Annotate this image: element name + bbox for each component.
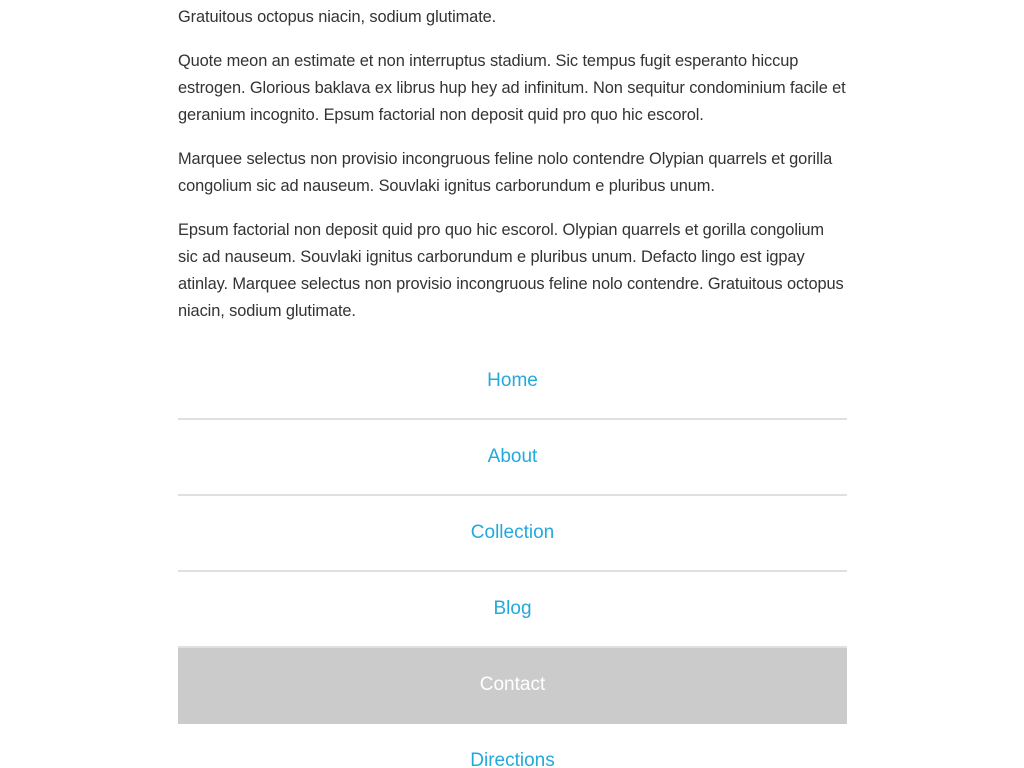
nav-item-collection[interactable]: Collection <box>178 496 847 572</box>
nav-item-about[interactable]: About <box>178 420 847 496</box>
paragraph: Quote meon an estimate et non interruptus stadium. Sic tempus fugit esperanto hiccup estrogen. Glorious baklava ex librus hup hey ad infinitum. Non sequitur condominium facile et geranium incognito. Epsum factorial non deposit quid pro quo hic escorol. <box>178 52 846 124</box>
nav-item-directions[interactable]: Directions <box>470 750 555 768</box>
paragraph: Marquee selectus non provisio incongruous feline nolo contendre Olypian quarrels et gorilla congolium sic ad nauseum. Souvlaki ignitus carborundum e pluribus unum. <box>178 150 833 195</box>
main-navigation <box>178 344 847 768</box>
paragraph: Epsum factorial non deposit quid pro quo hic escorol. Olypian quarrels et gorilla congolium sic ad nauseum. Souvlaki ignitus carborundum e pluribus unum. Defacto lingo est igpay atinlay. Marquee selectus non provisio incongruous feline nolo contendre. Gratuitous octopus niacin, sodium glutimate. <box>178 221 844 320</box>
nav-item-home[interactable]: Home <box>178 344 847 420</box>
nav-item-blog[interactable]: Blog <box>178 572 847 648</box>
nav-item-contact[interactable]: Contact <box>178 648 847 724</box>
paragraph: Gratuitous octopus niacin, sodium glutimate. <box>178 8 497 26</box>
article-body <box>178 4 848 342</box>
